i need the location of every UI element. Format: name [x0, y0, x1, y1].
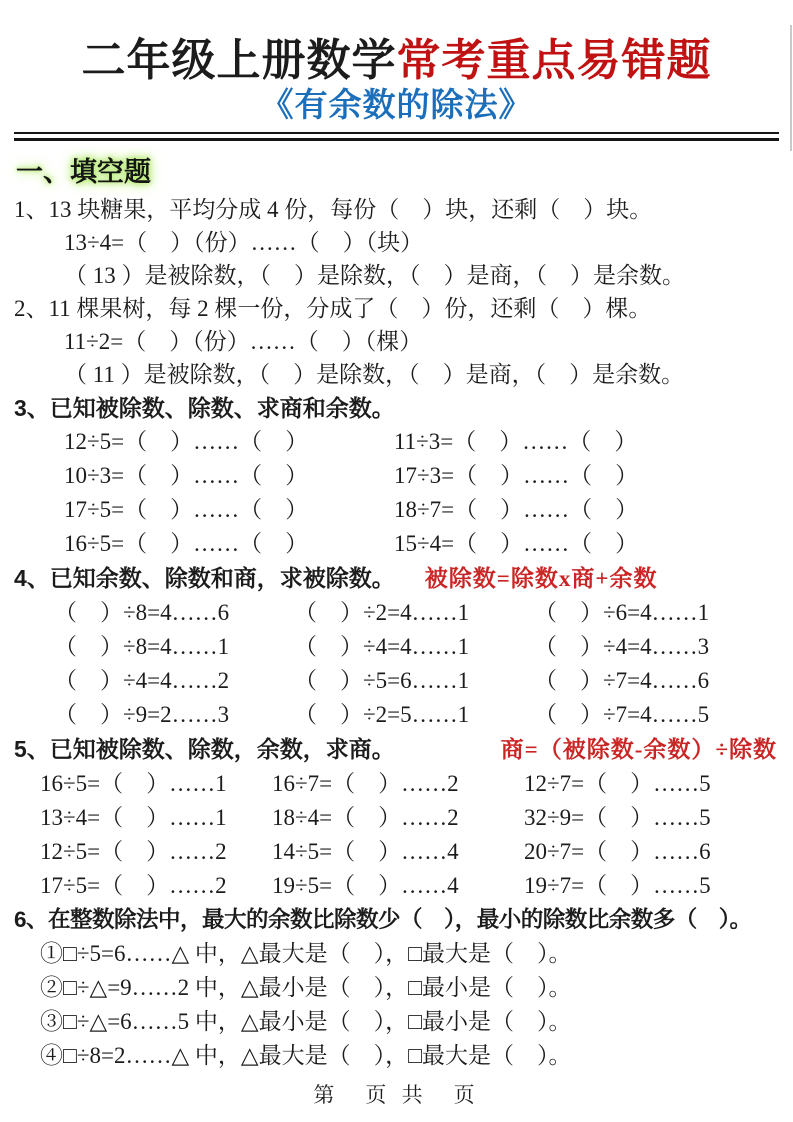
q3-exercise: 17÷5=（ ）……（ ） [64, 496, 309, 522]
q4-row [54, 698, 779, 732]
q3-row [64, 425, 779, 459]
page-title [14, 36, 779, 85]
q3-exercise: 12÷5=（ ）……（ ） [64, 428, 309, 454]
q5-exercise: 12÷7=（ ）……5 [524, 770, 711, 796]
q5-exercise: 19÷5=（ ）……4 [272, 872, 459, 898]
q3-exercise: 17÷3=（ ）……（ ） [394, 462, 639, 488]
question-2 [14, 292, 779, 391]
q3-exercise: 11÷3=（ ）……（ ） [394, 428, 638, 454]
q5-exercise: 13÷4=（ ）……1 [40, 804, 227, 830]
q5-exercise: 17÷5=（ ）……2 [40, 872, 227, 898]
q4-exercise: （ ）÷2=5……1 [294, 701, 470, 727]
q5-heading-row [14, 732, 779, 767]
q3-heading: 3、已知被除数、除数、求商和余数。 [14, 394, 395, 421]
q5-formula-note: 商=（被除数-余数）÷除数 [500, 736, 777, 762]
q1-equation: 13÷4=（ ）（份）……（ ）（块） [64, 229, 424, 255]
question-5 [14, 732, 779, 903]
q4-heading: 4、已知余数、除数和商，求被除数。 [14, 564, 395, 591]
q4-row [54, 596, 779, 630]
q4-row [54, 630, 779, 664]
q3-exercise: 16÷5=（ ）……（ ） [64, 530, 309, 556]
q3-row [64, 527, 779, 561]
q6-subquestion: ④□÷8=2……△ 中，△最大是（ ），□最大是（ ）。 [40, 1042, 572, 1068]
q5-exercise: 32÷9=（ ）……5 [524, 804, 711, 830]
q3-exercise: 10÷3=（ ）……（ ） [64, 462, 309, 488]
q5-row [40, 801, 779, 835]
title-black-part: 二年级上册数学 [81, 36, 397, 85]
q5-exercise: 18÷4=（ ）……2 [272, 804, 459, 830]
q4-exercise: （ ）÷6=4……1 [534, 599, 710, 625]
q3-exercise: 18÷7=（ ）……（ ） [394, 496, 639, 522]
q2-terms-line: （ 11 ）是被除数，（ ）是除数，（ ）是商，（ ）是余数。 [64, 361, 685, 387]
q1-terms-line: （ 13 ）是被除数，（ ）是除数，（ ）是商，（ ）是余数。 [64, 262, 685, 288]
q6-subquestion: ③□÷△=6……5 中，△最小是（ ），□最小是（ ）。 [40, 1008, 572, 1034]
q2-equation: 11÷2=（ ）（份）……（ ）（棵） [64, 328, 423, 354]
q3-exercise: 15÷4=（ ）……（ ） [394, 530, 639, 556]
section-heading-fill-blanks: 一、填空题 [16, 156, 151, 187]
q5-exercise: 16÷5=（ ）……1 [40, 770, 227, 796]
scan-edge-artifact [790, 25, 792, 151]
q6-subquestion: ①□÷5=6……△ 中，△最大是（ ），□最大是（ ）。 [40, 940, 572, 966]
q6-heading: 6、在整数除法中，最大的余数比除数少（ ），最小的除数比余数多（ ）。 [14, 906, 752, 932]
q2-statement: 2、11 棵果树，每 2 棵一份，分成了（ ）份，还剩（ ）棵。 [14, 295, 652, 321]
q4-exercise: （ ）÷9=2……3 [54, 701, 230, 727]
q4-exercise: （ ）÷8=4……1 [54, 633, 230, 659]
q5-exercise: 12÷5=（ ）……2 [40, 838, 227, 864]
title-red-part: 常考重点易错题 [396, 36, 712, 85]
q4-exercise: （ ）÷7=4……5 [534, 701, 710, 727]
q4-exercise: （ ）÷8=4……6 [54, 599, 230, 625]
q5-exercise: 16÷7=（ ）……2 [272, 770, 459, 796]
q4-exercise: （ ）÷7=4……6 [534, 667, 710, 693]
q5-row [40, 767, 779, 801]
question-3 [14, 391, 779, 561]
q3-row [64, 493, 779, 527]
q4-exercise: （ ）÷5=6……1 [294, 667, 470, 693]
section-heading-wrap [16, 150, 779, 189]
question-4 [14, 561, 779, 732]
page-subtitle: 《有余数的除法》 [260, 88, 533, 125]
q4-heading-row [14, 561, 779, 596]
question-6 [14, 903, 779, 1073]
question-1 [14, 193, 779, 292]
q5-exercise: 19÷7=（ ）……5 [524, 872, 711, 898]
q5-exercise: 20÷7=（ ）……6 [524, 838, 711, 864]
q5-exercise: 14÷5=（ ）……4 [272, 838, 459, 864]
page-footer: 第 页 共 页 [313, 1083, 480, 1107]
q5-row [40, 835, 779, 869]
q4-exercise: （ ）÷4=4……1 [294, 633, 470, 659]
q3-row [64, 459, 779, 493]
q6-subquestion: ②□÷△=9……2 中，△最小是（ ），□最小是（ ）。 [40, 974, 572, 1000]
q5-row [40, 869, 779, 903]
q4-exercise: （ ）÷2=4……1 [294, 599, 470, 625]
q4-exercise: （ ）÷4=4……3 [534, 633, 710, 659]
divider-double-rule [14, 132, 779, 141]
q5-heading: 5、已知被除数、除数，余数，求商。 [14, 735, 395, 762]
q4-formula-note: 被除数=除数x商+余数 [424, 565, 658, 591]
q1-statement: 1、13 块糖果，平均分成 4 份，每份（ ）块，还剩（ ）块。 [14, 196, 653, 222]
q4-exercise: （ ）÷4=4……2 [54, 667, 230, 693]
q4-row [54, 664, 779, 698]
